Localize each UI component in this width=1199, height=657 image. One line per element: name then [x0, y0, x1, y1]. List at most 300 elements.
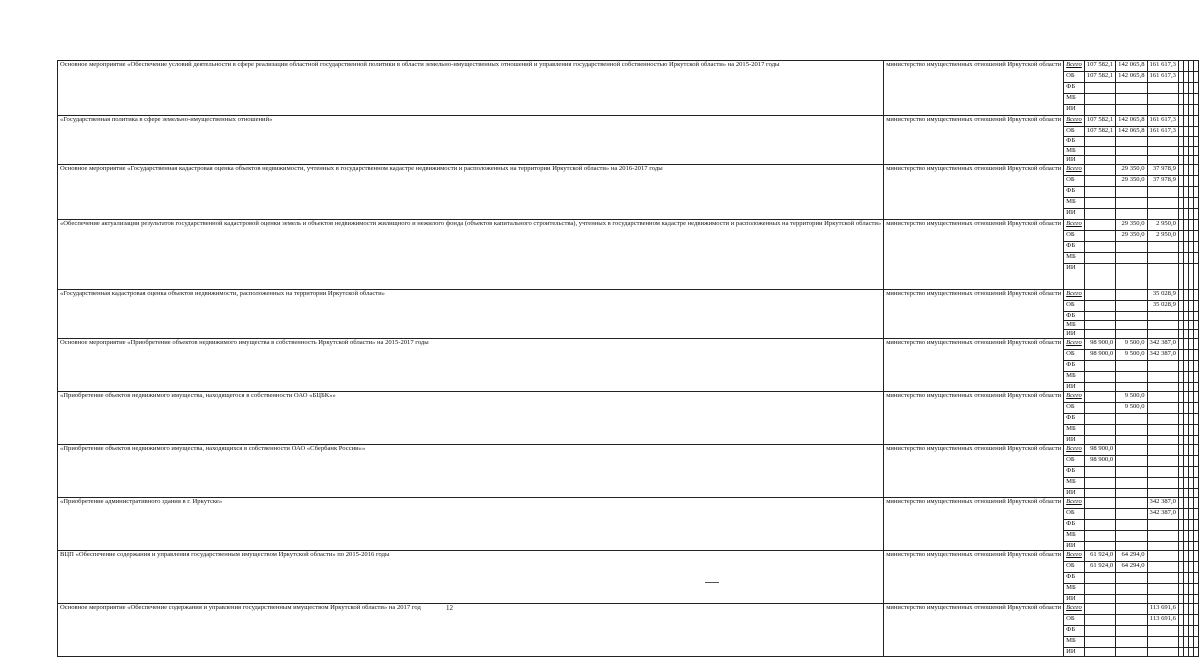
amount-cell-year-2015: [1084, 637, 1115, 648]
amount-cell-year-2015: [1084, 312, 1115, 321]
empty-cell: [1193, 116, 1198, 127]
funding-source-label: ОБ: [1064, 72, 1085, 83]
table-row: [58, 498, 1199, 509]
amount-cell-year-2015: [1084, 595, 1115, 604]
amount-cell-year-2016: 29 350,0: [1116, 165, 1147, 176]
funding-source-label: ИИ: [1064, 209, 1085, 220]
empty-cell: [1193, 147, 1198, 156]
empty-cell: [1193, 72, 1198, 83]
amount-cell-year-2016: [1116, 137, 1147, 147]
amount-cell-year-2016: [1116, 498, 1147, 509]
empty-cell: [1193, 584, 1198, 595]
table-row: [58, 165, 1199, 176]
funding-source-label: Всего: [1064, 165, 1085, 176]
empty-cell: [1193, 264, 1198, 290]
amount-cell-year-2017: 113 691,6: [1147, 604, 1178, 615]
funding-source-label: Всего: [1064, 604, 1085, 615]
amount-cell-year-2015: [1084, 648, 1115, 657]
amount-cell-year-2017: 161 617,3: [1147, 72, 1178, 83]
amount-cell-year-2016: [1116, 321, 1147, 330]
amount-cell-year-2017: 342 387,0: [1147, 498, 1178, 509]
amount-cell-year-2016: [1116, 478, 1147, 489]
amount-cell-year-2017: [1147, 264, 1178, 290]
amount-cell-year-2015: 107 582,1: [1084, 61, 1115, 72]
funding-source-label: Всего: [1064, 551, 1085, 562]
amount-cell-year-2016: [1116, 604, 1147, 615]
amount-cell-year-2016: [1116, 584, 1147, 595]
amount-cell-year-2017: [1147, 392, 1178, 403]
funding-source-label: ИИ: [1064, 436, 1085, 445]
empty-cell: [1193, 137, 1198, 147]
empty-cell: [1193, 220, 1198, 231]
amount-cell-year-2016: [1116, 209, 1147, 220]
amount-cell-year-2016: [1116, 542, 1147, 551]
amount-cell-year-2015: [1084, 253, 1115, 264]
amount-cell-year-2016: [1116, 83, 1147, 94]
amount-cell-year-2017: 161 617,3: [1147, 116, 1178, 127]
amount-cell-year-2017: 37 978,9: [1147, 165, 1178, 176]
empty-cell: [1193, 604, 1198, 615]
amount-cell-year-2016: 9 500,0: [1116, 392, 1147, 403]
responsible-executor: министерство имущественных отношений Иркутской области: [884, 61, 1064, 116]
empty-cell: [1193, 127, 1198, 137]
funding-source-label: ИИ: [1064, 156, 1085, 165]
responsible-executor: министерство имущественных отношений Иркутской области: [884, 498, 1064, 551]
empty-cell: [1193, 301, 1198, 312]
funding-source-label: МБ: [1064, 425, 1085, 436]
empty-cell: [1193, 403, 1198, 414]
empty-cell: [1193, 105, 1198, 116]
empty-cell: [1193, 176, 1198, 187]
amount-cell-year-2017: 342 387,0: [1147, 339, 1178, 350]
amount-cell-year-2016: [1116, 626, 1147, 637]
funding-source-label: ОБ: [1064, 562, 1085, 573]
empty-cell: [1193, 94, 1198, 105]
amount-cell-year-2017: [1147, 242, 1178, 253]
amount-cell-year-2017: [1147, 372, 1178, 383]
amount-cell-year-2016: [1116, 489, 1147, 498]
amount-cell-year-2017: [1147, 253, 1178, 264]
amount-cell-year-2015: [1084, 242, 1115, 253]
measure-description: «Приобретение объектов недвижимого имущества, находящегося в собственности ОАО «БЦБК»»: [58, 392, 884, 445]
amount-cell-year-2017: [1147, 626, 1178, 637]
funding-source-label: ОБ: [1064, 350, 1085, 361]
amount-cell-year-2015: [1084, 83, 1115, 94]
amount-cell-year-2016: 29 350,0: [1116, 231, 1147, 242]
amount-cell-year-2015: [1084, 520, 1115, 531]
amount-cell-year-2017: [1147, 478, 1178, 489]
amount-cell-year-2017: [1147, 467, 1178, 478]
amount-cell-year-2015: 61 924,0: [1084, 562, 1115, 573]
amount-cell-year-2016: [1116, 425, 1147, 436]
amount-cell-year-2015: [1084, 176, 1115, 187]
amount-cell-year-2015: [1084, 414, 1115, 425]
amount-cell-year-2015: [1084, 165, 1115, 176]
empty-cell: [1193, 290, 1198, 301]
funding-source-label: Всего: [1064, 290, 1085, 301]
measure-description: «Обеспечение актуализации результатов государственной кадастровой оценки земель и объектов недвижимости жилищного и нежилого фонда (объектов капитального строительства), учтенных в государственном кадастре недвижимости и расположенных на территории Иркутской области»: [58, 220, 884, 290]
funding-source-label: ИИ: [1064, 542, 1085, 551]
amount-cell-year-2017: 161 617,3: [1147, 127, 1178, 137]
funding-source-label: Всего: [1064, 445, 1085, 456]
amount-cell-year-2015: [1084, 187, 1115, 198]
empty-cell: [1193, 372, 1198, 383]
page-number: 12: [446, 604, 453, 612]
empty-cell: [1193, 187, 1198, 198]
amount-cell-year-2016: [1116, 156, 1147, 165]
empty-cell: [1193, 350, 1198, 361]
empty-cell: [1193, 312, 1198, 321]
empty-cell: [1193, 165, 1198, 176]
empty-cell: [1193, 414, 1198, 425]
amount-cell-year-2016: 142 065,8: [1116, 116, 1147, 127]
funding-source-label: Всего: [1064, 392, 1085, 403]
empty-cell: [1193, 637, 1198, 648]
table-row: [58, 604, 1199, 615]
empty-cell: [1193, 198, 1198, 209]
amount-cell-year-2015: [1084, 573, 1115, 584]
amount-cell-year-2016: [1116, 94, 1147, 105]
responsible-executor: министерство имущественных отношений Иркутской области: [884, 290, 1064, 339]
funding-source-label: МБ: [1064, 372, 1085, 383]
funding-source-label: МБ: [1064, 478, 1085, 489]
empty-cell: [1193, 330, 1198, 339]
amount-cell-year-2016: 9 500,0: [1116, 403, 1147, 414]
amount-cell-year-2016: [1116, 637, 1147, 648]
amount-cell-year-2016: [1116, 509, 1147, 520]
amount-cell-year-2016: [1116, 467, 1147, 478]
amount-cell-year-2017: [1147, 383, 1178, 392]
amount-cell-year-2016: 64 294,0: [1116, 551, 1147, 562]
empty-cell: [1193, 209, 1198, 220]
amount-cell-year-2015: [1084, 604, 1115, 615]
table-row: [58, 392, 1199, 403]
empty-cell: [1193, 383, 1198, 392]
amount-cell-year-2015: [1084, 361, 1115, 372]
amount-cell-year-2016: [1116, 301, 1147, 312]
funding-source-label: ФБ: [1064, 137, 1085, 147]
funding-source-label: Всего: [1064, 116, 1085, 127]
measure-description: «Приобретение объектов недвижимого имущества, находящихся в собственности ОАО «Сбербанк России»»: [58, 445, 884, 498]
amount-cell-year-2015: [1084, 94, 1115, 105]
amount-cell-year-2017: [1147, 456, 1178, 467]
table-row: [58, 339, 1199, 350]
empty-cell: [1193, 456, 1198, 467]
measure-description: Основное мероприятие «Обеспечение условий деятельности в сфере реализации областной государственной политики в области земельно-имущественных отношений и управления государственной собственностью Иркутской области» на 2015-2017 годы: [58, 61, 884, 116]
amount-cell-year-2015: 98 900,0: [1084, 456, 1115, 467]
funding-source-label: ФБ: [1064, 187, 1085, 198]
scan-artifact-line: [705, 582, 719, 583]
amount-cell-year-2015: [1084, 321, 1115, 330]
amount-cell-year-2017: 2 950,0: [1147, 231, 1178, 242]
empty-cell: [1193, 562, 1198, 573]
amount-cell-year-2015: [1084, 626, 1115, 637]
amount-cell-year-2015: [1084, 509, 1115, 520]
funding-source-label: Всего: [1064, 220, 1085, 231]
funding-source-label: ФБ: [1064, 312, 1085, 321]
amount-cell-year-2017: [1147, 330, 1178, 339]
amount-cell-year-2017: 342 387,0: [1147, 350, 1178, 361]
measure-description: ВЦП «Обеспечение содержания и управления государственным имуществом Иркутской области» по 2015-2016 годы: [58, 551, 884, 604]
amount-cell-year-2017: [1147, 147, 1178, 156]
amount-cell-year-2016: [1116, 264, 1147, 290]
amount-cell-year-2015: [1084, 105, 1115, 116]
measure-description: «Государственная кадастровая оценка объектов недвижимости, расположенных на территории Иркутской области»: [58, 290, 884, 339]
empty-cell: [1193, 61, 1198, 72]
measure-description: Основное мероприятие «Обеспечение содержания и управления государственным имуществом Иркутской области» на 2017 год: [58, 604, 884, 657]
funding-source-label: ИИ: [1064, 648, 1085, 657]
budget-table-body: [58, 61, 1199, 657]
amount-cell-year-2015: [1084, 198, 1115, 209]
funding-source-label: Всего: [1064, 339, 1085, 350]
amount-cell-year-2015: [1084, 478, 1115, 489]
empty-cell: [1193, 321, 1198, 330]
amount-cell-year-2016: [1116, 615, 1147, 626]
amount-cell-year-2015: [1084, 301, 1115, 312]
empty-cell: [1193, 520, 1198, 531]
amount-cell-year-2017: 35 028,9: [1147, 301, 1178, 312]
amount-cell-year-2015: [1084, 531, 1115, 542]
empty-cell: [1193, 156, 1198, 165]
funding-source-label: МБ: [1064, 584, 1085, 595]
funding-source-label: ФБ: [1064, 242, 1085, 253]
funding-source-label: ИИ: [1064, 595, 1085, 604]
empty-cell: [1193, 231, 1198, 242]
budget-table: [57, 60, 1199, 657]
responsible-executor: министерство имущественных отношений Иркутской области: [884, 551, 1064, 604]
amount-cell-year-2016: 29 350,0: [1116, 176, 1147, 187]
empty-cell: [1193, 436, 1198, 445]
funding-source-label: ОБ: [1064, 615, 1085, 626]
table-row: [58, 290, 1199, 301]
amount-cell-year-2016: [1116, 595, 1147, 604]
amount-cell-year-2015: 61 924,0: [1084, 551, 1115, 562]
funding-source-label: ФБ: [1064, 83, 1085, 94]
amount-cell-year-2015: [1084, 498, 1115, 509]
amount-cell-year-2016: 142 065,8: [1116, 61, 1147, 72]
responsible-executor: министерство имущественных отношений Иркутской области: [884, 445, 1064, 498]
empty-cell: [1193, 498, 1198, 509]
funding-source-label: ОБ: [1064, 509, 1085, 520]
empty-cell: [1193, 542, 1198, 551]
empty-cell: [1193, 392, 1198, 403]
empty-cell: [1193, 339, 1198, 350]
funding-source-label: ФБ: [1064, 520, 1085, 531]
empty-cell: [1193, 531, 1198, 542]
amount-cell-year-2015: [1084, 489, 1115, 498]
amount-cell-year-2017: [1147, 542, 1178, 551]
amount-cell-year-2015: [1084, 372, 1115, 383]
amount-cell-year-2016: 142 065,8: [1116, 72, 1147, 83]
empty-cell: [1193, 445, 1198, 456]
amount-cell-year-2015: [1084, 615, 1115, 626]
amount-cell-year-2015: [1084, 383, 1115, 392]
funding-source-label: ОБ: [1064, 456, 1085, 467]
amount-cell-year-2016: [1116, 361, 1147, 372]
funding-source-label: Всего: [1064, 61, 1085, 72]
funding-source-label: МБ: [1064, 198, 1085, 209]
amount-cell-year-2016: [1116, 147, 1147, 156]
amount-cell-year-2015: [1084, 392, 1115, 403]
amount-cell-year-2015: [1084, 220, 1115, 231]
amount-cell-year-2016: [1116, 330, 1147, 339]
amount-cell-year-2015: [1084, 403, 1115, 414]
funding-source-label: ФБ: [1064, 626, 1085, 637]
amount-cell-year-2017: [1147, 551, 1178, 562]
amount-cell-year-2015: [1084, 436, 1115, 445]
amount-cell-year-2015: 107 582,1: [1084, 116, 1115, 127]
amount-cell-year-2015: 98 900,0: [1084, 339, 1115, 350]
amount-cell-year-2016: [1116, 445, 1147, 456]
table-row: [58, 116, 1199, 127]
table-row: [58, 220, 1199, 231]
empty-cell: [1193, 253, 1198, 264]
amount-cell-year-2015: 98 900,0: [1084, 445, 1115, 456]
funding-source-label: ОБ: [1064, 176, 1085, 187]
amount-cell-year-2017: [1147, 198, 1178, 209]
empty-cell: [1193, 467, 1198, 478]
responsible-executor: министерство имущественных отношений Иркутской области: [884, 392, 1064, 445]
amount-cell-year-2015: [1084, 542, 1115, 551]
amount-cell-year-2015: 107 582,1: [1084, 72, 1115, 83]
empty-cell: [1193, 648, 1198, 657]
empty-cell: [1193, 509, 1198, 520]
empty-cell: [1193, 361, 1198, 372]
funding-source-label: Всего: [1064, 498, 1085, 509]
responsible-executor: министерство имущественных отношений Иркутской области: [884, 165, 1064, 220]
table-row: [58, 61, 1199, 72]
amount-cell-year-2015: [1084, 290, 1115, 301]
amount-cell-year-2017: [1147, 573, 1178, 584]
amount-cell-year-2017: [1147, 436, 1178, 445]
amount-cell-year-2015: [1084, 467, 1115, 478]
funding-source-label: МБ: [1064, 94, 1085, 105]
amount-cell-year-2017: [1147, 637, 1178, 648]
amount-cell-year-2017: [1147, 403, 1178, 414]
amount-cell-year-2016: [1116, 383, 1147, 392]
amount-cell-year-2017: 342 387,0: [1147, 509, 1178, 520]
amount-cell-year-2015: [1084, 584, 1115, 595]
amount-cell-year-2016: 9 500,0: [1116, 350, 1147, 361]
funding-source-label: ФБ: [1064, 361, 1085, 372]
amount-cell-year-2016: [1116, 520, 1147, 531]
amount-cell-year-2015: [1084, 147, 1115, 156]
empty-cell: [1193, 478, 1198, 489]
amount-cell-year-2016: 29 350,0: [1116, 220, 1147, 231]
amount-cell-year-2017: [1147, 187, 1178, 198]
amount-cell-year-2016: [1116, 312, 1147, 321]
amount-cell-year-2017: 37 978,9: [1147, 176, 1178, 187]
amount-cell-year-2015: [1084, 425, 1115, 436]
amount-cell-year-2017: [1147, 425, 1178, 436]
amount-cell-year-2016: [1116, 242, 1147, 253]
amount-cell-year-2016: [1116, 573, 1147, 584]
amount-cell-year-2016: [1116, 531, 1147, 542]
amount-cell-year-2016: [1116, 253, 1147, 264]
amount-cell-year-2017: [1147, 156, 1178, 165]
measure-description: Основное мероприятие «Приобретение объектов недвижимого имущества в собственность Иркутской области» на 2015-2017 годы: [58, 339, 884, 392]
funding-source-label: МБ: [1064, 637, 1085, 648]
amount-cell-year-2016: 142 065,8: [1116, 127, 1147, 137]
amount-cell-year-2015: 107 582,1: [1084, 127, 1115, 137]
amount-cell-year-2017: [1147, 321, 1178, 330]
funding-source-label: ИИ: [1064, 264, 1085, 290]
empty-cell: [1193, 551, 1198, 562]
amount-cell-year-2017: [1147, 445, 1178, 456]
empty-cell: [1193, 489, 1198, 498]
empty-cell: [1193, 242, 1198, 253]
empty-cell: [1193, 83, 1198, 94]
amount-cell-year-2016: [1116, 372, 1147, 383]
responsible-executor: министерство имущественных отношений Иркутской области: [884, 116, 1064, 165]
amount-cell-year-2017: 35 028,9: [1147, 290, 1178, 301]
amount-cell-year-2016: [1116, 290, 1147, 301]
empty-cell: [1193, 615, 1198, 626]
funding-source-label: МБ: [1064, 531, 1085, 542]
amount-cell-year-2017: [1147, 648, 1178, 657]
funding-source-label: МБ: [1064, 147, 1085, 156]
amount-cell-year-2017: [1147, 94, 1178, 105]
amount-cell-year-2017: [1147, 209, 1178, 220]
empty-cell: [1193, 573, 1198, 584]
amount-cell-year-2016: [1116, 105, 1147, 116]
amount-cell-year-2017: 113 691,6: [1147, 615, 1178, 626]
funding-source-label: ИИ: [1064, 383, 1085, 392]
empty-cell: [1193, 595, 1198, 604]
amount-cell-year-2017: 161 617,3: [1147, 61, 1178, 72]
amount-cell-year-2017: [1147, 562, 1178, 573]
funding-source-label: ФБ: [1064, 467, 1085, 478]
funding-source-label: ФБ: [1064, 573, 1085, 584]
funding-source-label: ОБ: [1064, 127, 1085, 137]
empty-cell: [1193, 425, 1198, 436]
amount-cell-year-2017: [1147, 105, 1178, 116]
amount-cell-year-2016: [1116, 198, 1147, 209]
amount-cell-year-2017: [1147, 312, 1178, 321]
funding-source-label: ОБ: [1064, 231, 1085, 242]
amount-cell-year-2016: [1116, 456, 1147, 467]
funding-source-label: МБ: [1064, 253, 1085, 264]
amount-cell-year-2017: [1147, 414, 1178, 425]
amount-cell-year-2015: 98 900,0: [1084, 350, 1115, 361]
amount-cell-year-2017: [1147, 489, 1178, 498]
amount-cell-year-2015: [1084, 330, 1115, 339]
amount-cell-year-2016: [1116, 436, 1147, 445]
funding-source-label: ОБ: [1064, 301, 1085, 312]
amount-cell-year-2017: 2 950,0: [1147, 220, 1178, 231]
amount-cell-year-2017: [1147, 137, 1178, 147]
amount-cell-year-2016: [1116, 648, 1147, 657]
amount-cell-year-2015: [1084, 137, 1115, 147]
amount-cell-year-2017: [1147, 361, 1178, 372]
empty-cell: [1193, 626, 1198, 637]
funding-source-label: МБ: [1064, 321, 1085, 330]
table-row: [58, 551, 1199, 562]
measure-description: «Государственная политика в сфере земельно-имущественных отношений»: [58, 116, 884, 165]
funding-source-label: ИИ: [1064, 105, 1085, 116]
amount-cell-year-2017: [1147, 520, 1178, 531]
amount-cell-year-2017: [1147, 595, 1178, 604]
amount-cell-year-2017: [1147, 584, 1178, 595]
amount-cell-year-2015: [1084, 231, 1115, 242]
funding-source-label: ИИ: [1064, 330, 1085, 339]
measure-description: Основное мероприятие «Государственная кадастровая оценка объектов недвижимости, учтенных в государственном кадастре недвижимости и расположенных на территории Иркутской области» на 2016-2017 годы: [58, 165, 884, 220]
amount-cell-year-2016: [1116, 187, 1147, 198]
amount-cell-year-2015: [1084, 209, 1115, 220]
amount-cell-year-2016: [1116, 414, 1147, 425]
funding-source-label: ОБ: [1064, 403, 1085, 414]
amount-cell-year-2017: [1147, 531, 1178, 542]
